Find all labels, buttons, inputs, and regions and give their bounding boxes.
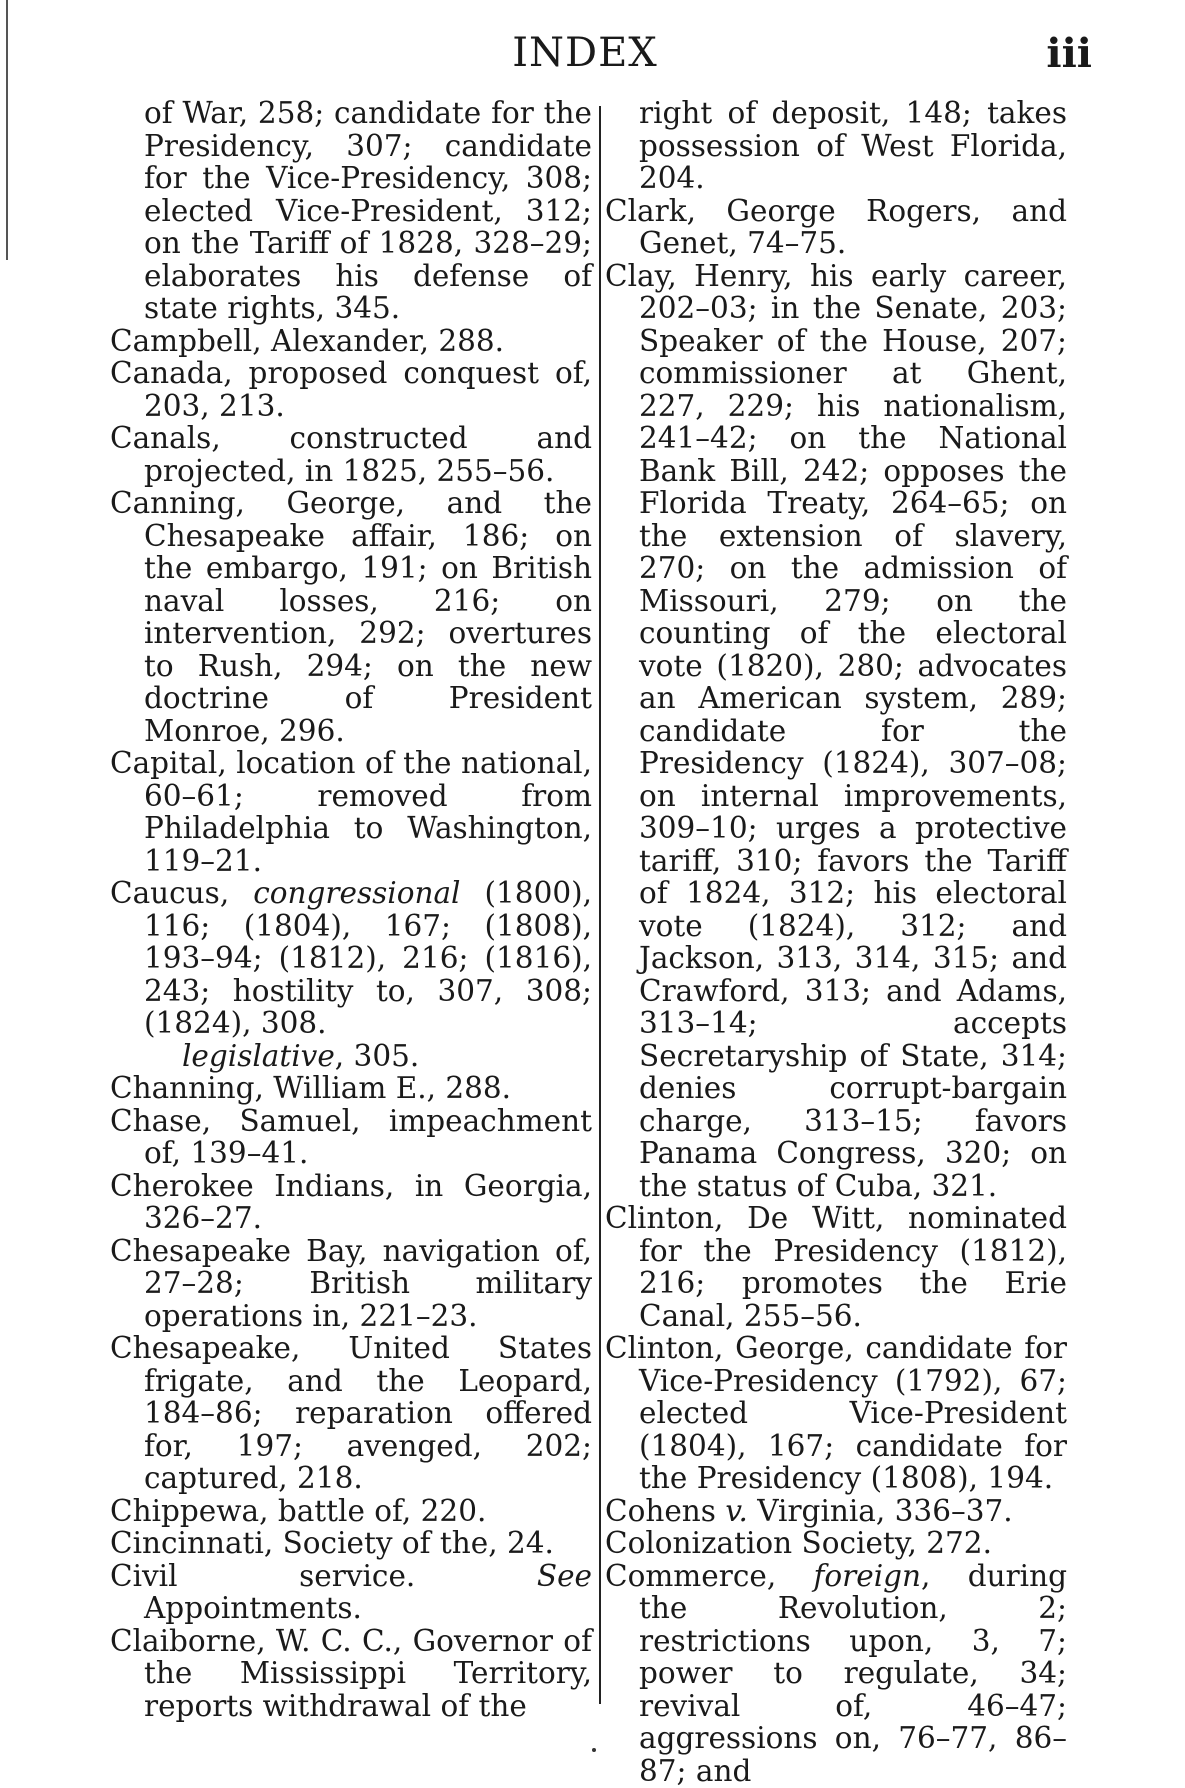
- index-entry: [605, 260, 1067, 1203]
- index-entry: [110, 357, 592, 422]
- entry-pre: Civil service.: [110, 1558, 537, 1593]
- column-divider: [599, 106, 601, 1704]
- index-entry: [605, 1495, 1067, 1528]
- index-entry: [110, 325, 592, 358]
- entry-text: Colonization Society, 272.: [605, 1526, 992, 1560]
- entry-text: Chippewa, battle of, 220.: [110, 1493, 487, 1528]
- index-entry: [605, 1527, 1067, 1560]
- entry-post: (1800), 116; (1804), 167; (1808), 193–94; (1812), 216; (1816), 243; hostility to, 307, 308; (1824), 308.: [144, 876, 592, 1040]
- entry-text: Claiborne, W. C. C., Governor of the Mississippi Territory, reports withdrawal of the: [110, 1623, 592, 1723]
- index-entry: [110, 747, 592, 877]
- index-entry: [110, 1495, 592, 1528]
- entry-text: Clinton, George, candidate for Vice-Presidency (1792), 67; elected Vice-President (1804), 167; candidate for the Presidency (1808), 194.: [605, 1331, 1067, 1495]
- index-entry: [605, 97, 1067, 195]
- entry-text: Capital, location of the national, 60–61; removed from Philadelphia to Washington, 119–21.: [110, 746, 592, 878]
- entry-text: Clark, George Rogers, and Genet, 74–75.: [605, 193, 1067, 260]
- index-entry: [110, 1170, 592, 1235]
- index-entry: [110, 1527, 592, 1560]
- index-entry: [110, 97, 592, 325]
- index-entry: [605, 1560, 1067, 1788]
- index-entry: [110, 1072, 592, 1105]
- entry-text: Cincinnati, Society of the, 24.: [110, 1526, 554, 1560]
- entry-pre: Commerce,: [605, 1558, 814, 1593]
- index-entry: [110, 1560, 592, 1625]
- index-entry: [110, 487, 592, 747]
- index-entry: [110, 1235, 592, 1333]
- entry-text: Chesapeake, United States frigate, and the Leopard, 184–86; reparation offered for, 197; avenged, 202; captured, 218.: [110, 1331, 592, 1495]
- entry-pre: Caucus,: [110, 876, 254, 910]
- index-entry: [605, 1202, 1067, 1332]
- entry-post: , 305.: [334, 1038, 420, 1073]
- entry-text: Cherokee Indians, in Georgia, 326–27.: [110, 1168, 592, 1235]
- entry-post: Virginia, 336–37.: [747, 1493, 1013, 1528]
- entry-text: Chesapeake Bay, navigation of, 27–28; British military operations in, 221–23.: [110, 1233, 592, 1333]
- entry-italic: v.: [725, 1493, 748, 1528]
- right-column: [605, 97, 1067, 1787]
- entry-italic: See: [536, 1558, 592, 1593]
- index-entry: [110, 422, 592, 487]
- left-column: [110, 97, 592, 1722]
- index-entry: [110, 1625, 592, 1723]
- index-entry: [605, 1332, 1067, 1495]
- entry-italic: legislative: [182, 1038, 335, 1073]
- entry-text: of War, 258; candidate for the Presidency, 307; candidate for the Vice-Presidency, 308; elected Vice-President, 312; on the Tariff of 1828, 328–29; elaborates his defense of state rights, 345.: [144, 96, 592, 325]
- entry-pre: Cohens: [605, 1493, 726, 1528]
- entry-text: Clay, Henry, his early career, 202–03; in the Senate, 203; Speaker of the House, 207; commissioner at Ghent, 227, 229; his nationalism, 241–42; on the National Bank Bill, 242; opposes the Florida Treaty, 264–65; on the extension of slavery, 270; on the admission of Missouri, 279; on the counting of the electoral vote (1820), 280; advocates an American system, 289; candidate for the Presidency (1824), 307–08; on internal improvements, 309–10; urges a protective tariff, 310; favors the Tariff of 1824, 312; his electoral vote (1824), 312; and Jackson, 313, 314, 315; and Crawford, 313; and Adams, 313–14; accepts Secretaryship of State, 314; denies corrupt-bargain charge, 313–15; favors Panama Congress, 320; on the status of Cuba, 321.: [605, 258, 1067, 1203]
- entry-text: Chase, Samuel, impeachment of, 139–41.: [110, 1103, 592, 1170]
- entry-text: Clinton, De Witt, nominated for the Presidency (1812), 216; promotes the Erie Canal, 255–56.: [605, 1201, 1067, 1333]
- entry-text: Channing, William E., 288.: [110, 1071, 512, 1105]
- entry-post: Appointments.: [144, 1591, 362, 1625]
- entry-italic: foreign: [813, 1558, 922, 1593]
- entry-italic: congressional: [253, 876, 461, 910]
- index-entry: [110, 1105, 592, 1170]
- entry-text: Canada, proposed conquest of, 203, 213.: [110, 356, 592, 423]
- page-title: INDEX: [512, 30, 658, 76]
- page-number: iii: [1046, 30, 1092, 77]
- page-header: [0, 30, 1185, 90]
- entry-post: , during the Revolution, 2; restrictions upon, 3, 7; power to regulate, 34; revival of, 46–47; aggressions on, 76–77, 86–87; and: [639, 1558, 1068, 1788]
- entry-text: Canning, George, and the Chesapeake affair, 186; on the embargo, 191; on British naval losses, 216; on intervention, 292; overtures to Rush, 294; on the new doctrine of President Monroe, 296.: [110, 486, 592, 748]
- footer-mark: [592, 1748, 596, 1752]
- entry-text: right of deposit, 148; takes possession of West Florida, 204.: [639, 96, 1067, 195]
- index-entry: [110, 877, 592, 1040]
- index-entry: [605, 195, 1067, 260]
- index-entry: [110, 1040, 592, 1073]
- entry-text: Canals, constructed and projected, in 1825, 255–56.: [110, 421, 592, 488]
- entry-text: Campbell, Alexander, 288.: [110, 323, 505, 358]
- index-entry: [110, 1332, 592, 1495]
